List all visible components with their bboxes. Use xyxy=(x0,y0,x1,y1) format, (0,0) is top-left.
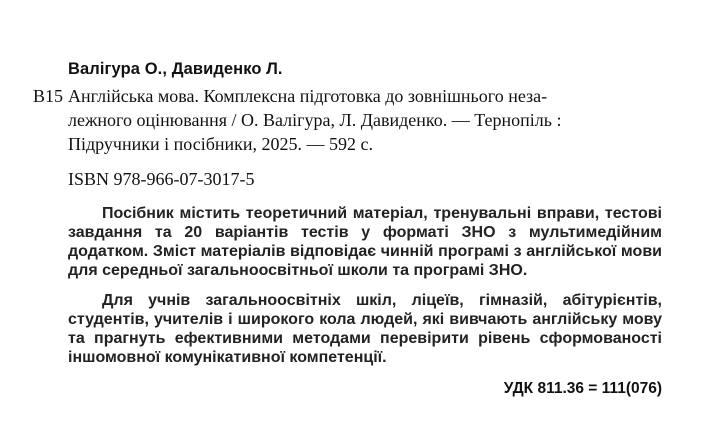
annotation-paragraph-2 xyxy=(68,292,662,368)
udk-code: УДК 811.36 = 111(076) xyxy=(503,380,662,397)
author-heading: Валігура О., Давиденко Л. xyxy=(68,60,283,78)
bibliographic-line: Підручники і посібники, 2025. — 592 с. xyxy=(68,134,373,154)
shelf-mark: В15 xyxy=(33,86,64,106)
annotation-text: Для учнів загальноосвітніх шкіл, ліцеїв, гімназій, абітурієнтів, студентів, учителів і широкого кола людей, які вивчають англійську мову та прагнуть ефективними методами перевірити рівень сформованості іншомовної комунікативної компетенції. xyxy=(68,292,662,366)
bibliographic-line: Англійська мова. Комплексна підготовка до зовнішнього неза- xyxy=(68,86,548,106)
isbn: ISBN 978-966-07-3017-5 xyxy=(68,169,255,189)
annotation-text: Посібник містить теоретичний матеріал, тренувальні вправи, тестові завдання та 20 варіантів тестів у форматі ЗНО з мультимедійним додатком. Зміст матеріалів відповідає чинній програмі з англійської мови для середньої загальноосвітньої школи та програмі ЗНО. xyxy=(68,205,662,279)
annotation-paragraph-1 xyxy=(68,205,662,281)
bibliographic-line: лежного оцінювання / О. Валігура, Л. Давиденко. — Тернопіль : xyxy=(68,110,562,130)
